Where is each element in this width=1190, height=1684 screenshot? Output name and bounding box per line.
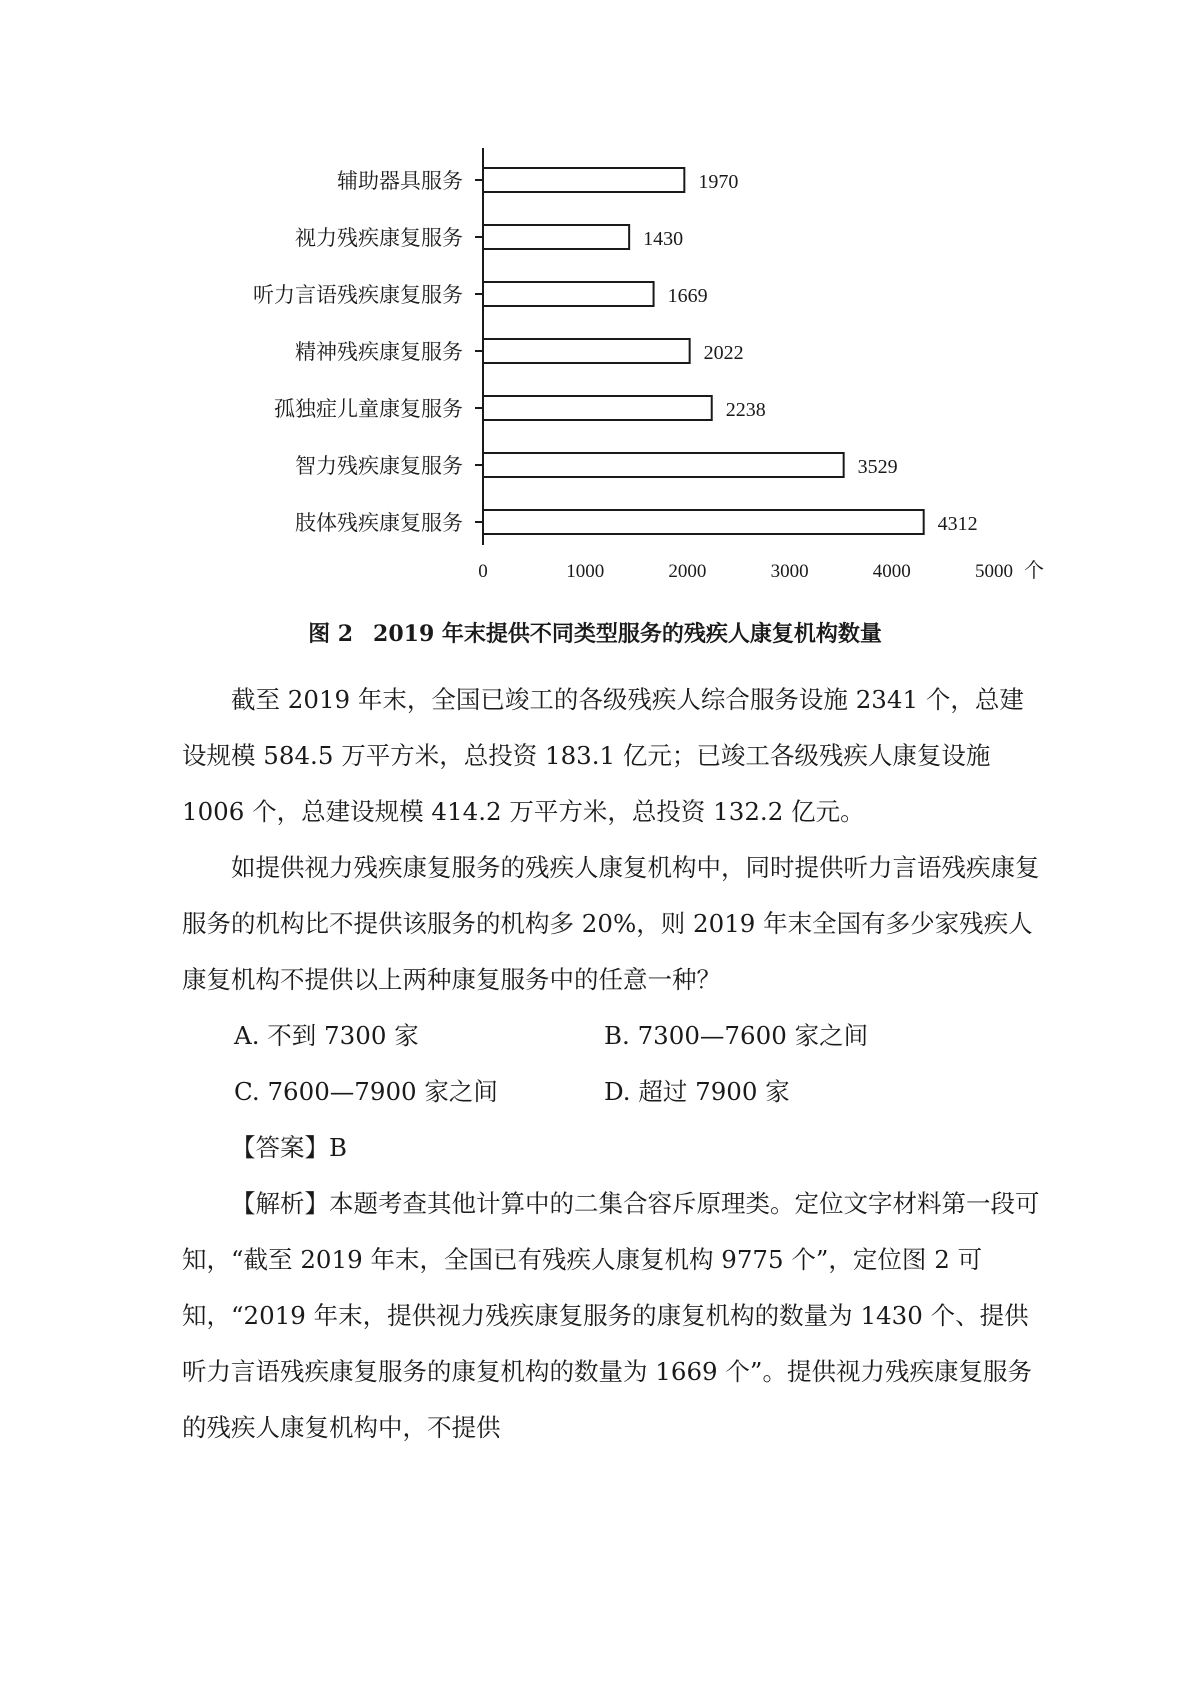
bar-chart: [0, 0, 1190, 600]
data-label: 4312: [937, 513, 978, 535]
answer-line: 【答案】B: [231, 1133, 348, 1162]
question-text: 如提供视力残疾康复服务的残疾人康复机构中，同时提供听力言语残疾康复服务的机构比不提供该服务的机构多 20%，则 2019 年末全国有多少家残疾人康复机构不提供以上两种康复服务中的任意一种？: [182, 853, 1040, 994]
material-paragraph: 截至 2019 年末，全国已竣工的各级残疾人综合服务设施 2341 个，总建设规模 584.5 万平方米，总投资 183.1 亿元；已竣工各级残疾人康复设施 1006 个，总建设规模 414.2 万平方米，总投资 132.2 亿元。: [182, 685, 1024, 826]
category-label: 智力残疾康复服务: [295, 454, 463, 478]
x-tick-label: 4000: [872, 561, 911, 582]
option-a: A. 不到 7300 家: [234, 1021, 419, 1050]
category-label: 肢体残疾康复服务: [295, 511, 463, 535]
option-d: D. 超过 7900 家: [604, 1077, 790, 1106]
x-tick-label: 2000: [668, 561, 707, 582]
data-label: 2238: [725, 399, 766, 421]
data-label: 2022: [703, 342, 744, 364]
x-tick-label: 3000: [770, 561, 809, 582]
question-body: [182, 672, 1042, 1456]
data-label: 3529: [857, 456, 898, 478]
data-label: 1970: [698, 171, 739, 193]
bar: [483, 396, 712, 420]
x-axis-ticks: [478, 559, 1044, 582]
category-label: 听力言语残疾康复服务: [253, 283, 463, 307]
option-b: B. 7300—7600 家之间: [604, 1021, 869, 1050]
figure-title: 2019 年末提供不同类型服务的残疾人康复机构数量: [373, 621, 882, 647]
bar: [483, 168, 684, 192]
figure-caption: [0, 617, 1190, 648]
bar: [483, 453, 844, 477]
category-label: 辅助器具服务: [337, 169, 463, 193]
bar: [483, 225, 629, 249]
bar: [483, 510, 924, 534]
x-tick-label: 0: [478, 561, 488, 582]
x-tick-label: 1000: [566, 561, 605, 582]
analysis-text: 【解析】本题考查其他计算中的二集合容斥原理类。定位文字材料第一段可知，“截至 2019 年末，全国已有残疾人康复机构 9775 个”，定位图 2 可知，“2019 年末，提供视力残疾康复服务的康复机构的数量为 1430 个、提供听力言语残疾康复服务的康复机构的数量为 1669 个”。提供视力残疾康复服务的残疾人康复机构中，不提供: [182, 1189, 1040, 1442]
bars-layer: [253, 168, 978, 535]
category-label: 精神残疾康复服务: [295, 340, 463, 364]
bar: [483, 339, 690, 363]
option-c: C. 7600—7900 家之间: [234, 1077, 498, 1106]
x-tick-label: 5000: [975, 561, 1013, 582]
bar: [483, 282, 654, 306]
category-label: 孤独症儿童康复服务: [274, 397, 463, 421]
data-label: 1669: [667, 285, 708, 307]
figure-label: 图 2: [308, 621, 354, 647]
x-axis-unit: 个: [1024, 560, 1044, 582]
data-label: 1430: [643, 228, 684, 250]
category-label: 视力残疾康复服务: [295, 226, 463, 250]
options-grid: [182, 1008, 1042, 1120]
